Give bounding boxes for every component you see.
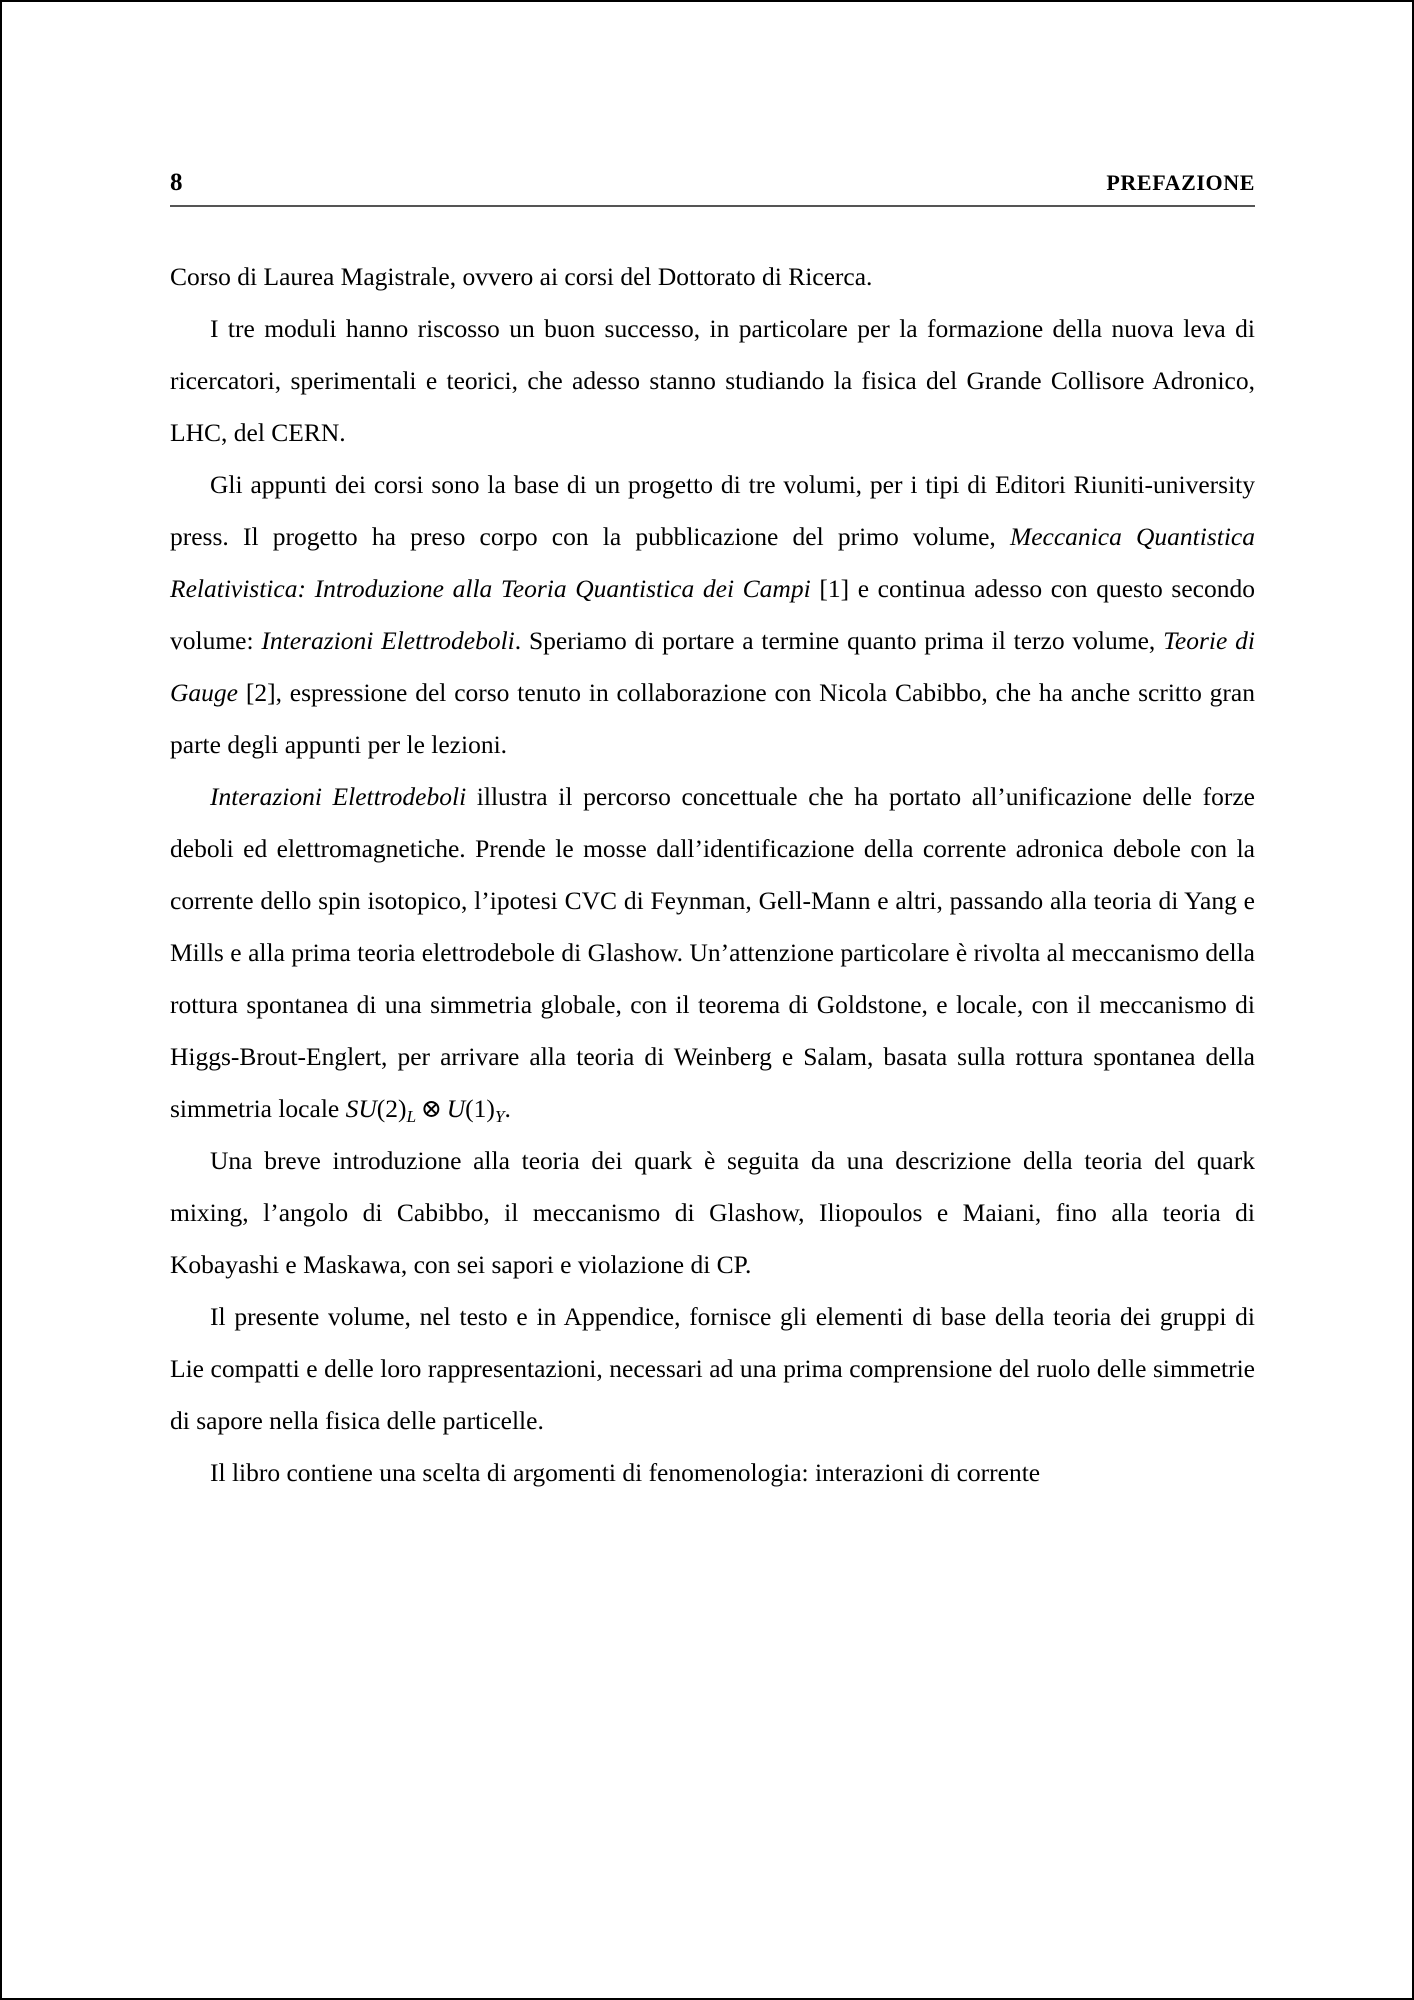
math-u-subscript: Y	[494, 1106, 505, 1126]
paragraph-6	[170, 1291, 1255, 1447]
running-head-title: PREFAZIONE	[1106, 170, 1255, 195]
math-su-subscript: L	[406, 1106, 417, 1126]
math-u-symbol: U	[446, 1094, 466, 1123]
paragraph-6-text: Il presente volume, nel testo e in Appendice, fornisce gli elementi di base della teoria dei gruppi di Lie compatti e delle loro rappresentazioni, necessari ad una prima comprensione del ruolo delle simmetrie di sapore nella fisica delle particelle.	[170, 1302, 1255, 1435]
paragraph-1	[170, 251, 1255, 303]
paragraph-5-text: Una breve introduzione alla teoria dei quark è seguita da una descrizione della teoria del quark mixing, l’angolo di Cabibbo, il meccanismo di Glashow, Iliopoulos e Maiani, fino alla teoria di Kobayashi e Maskawa, con sei sapori e violazione di CP.	[170, 1146, 1255, 1279]
paragraph-3-text-c: . Speriamo di portare a termine quanto prima il terzo volume,	[514, 626, 1164, 655]
page-content	[170, 170, 1255, 1499]
book-title-meccanica-quantistica: Meccanica Quantistica Relativistica: Introduzione alla Teoria Quantistica dei Campi	[170, 522, 1255, 603]
body-text	[170, 251, 1255, 1499]
paragraph-3	[170, 459, 1255, 771]
paragraph-4-text-b: .	[504, 1094, 511, 1123]
header-rule	[170, 205, 1255, 207]
paragraph-7	[170, 1447, 1255, 1499]
paragraph-5	[170, 1135, 1255, 1291]
math-u-argument: (1)	[465, 1094, 495, 1123]
running-header	[170, 170, 1255, 205]
paragraph-7-text: Il libro contiene una scelta di argomenti di fenomenologia: interazioni di corrente	[210, 1458, 1041, 1487]
math-su-argument: (2)	[376, 1094, 407, 1123]
math-su-symbol: SU	[345, 1094, 377, 1123]
paragraph-3-text-a: Gli appunti dei corsi sono la base di un progetto di tre volumi, per i tipi di Editori Riuniti-university press. Il progetto ha preso corpo con la pubblicazione del primo volume,	[170, 470, 1255, 551]
book-title-teorie-di-gauge: Teorie di Gauge	[170, 626, 1255, 707]
paragraph-4	[170, 771, 1255, 1135]
paragraph-3-text-d: [2], espressione del corso tenuto in collaborazione con Nicola Cabibbo, che ha anche scritto gran parte degli appunti per le lezioni.	[170, 678, 1255, 759]
paragraph-4-text-a: illustra il percorso concettuale che ha portato all’unificazione delle forze deboli ed elettromagnetiche. Prende le mosse dall’identificazione della corrente adronica debole con la corrente dello spin isotopico, l’ipotesi CVC di Feynman, Gell-Mann e altri, passando alla teoria di Yang e Mills e alla prima teoria elettrodebole di Glashow. Un’attenzione particolare è rivolta al meccanismo della rottura spontanea di una simmetria globale, con il teorema di Goldstone, e locale, con il meccanismo di Higgs-Brout-Englert, per arrivare alla teoria di Weinberg e Salam, basata sulla rottura spontanea della simmetria locale	[170, 782, 1255, 1123]
paragraph-1-text: Corso di Laurea Magistrale, ovvero ai corsi del Dottorato di Ricerca.	[170, 262, 873, 291]
page-number: 8	[170, 169, 183, 196]
book-title-interazioni-elettrodeboli-1: Interazioni Elettrodeboli	[261, 626, 515, 655]
tensor-product-icon: ⊗	[420, 1094, 443, 1123]
paragraph-3-text-b: [1] e continua adesso con questo secondo volume:	[170, 574, 1255, 655]
book-title-interazioni-elettrodeboli-2: Interazioni Elettrodeboli	[210, 782, 467, 811]
paragraph-2	[170, 303, 1255, 459]
inline-math-gauge-group	[345, 1094, 505, 1126]
paragraph-2-text: I tre moduli hanno riscosso un buon successo, in particolare per la formazione della nuova leva di ricercatori, sperimentali e teorici, che adesso stanno studiando la fisica del Grande Collisore Adronico, LHC, del CERN.	[170, 314, 1255, 447]
